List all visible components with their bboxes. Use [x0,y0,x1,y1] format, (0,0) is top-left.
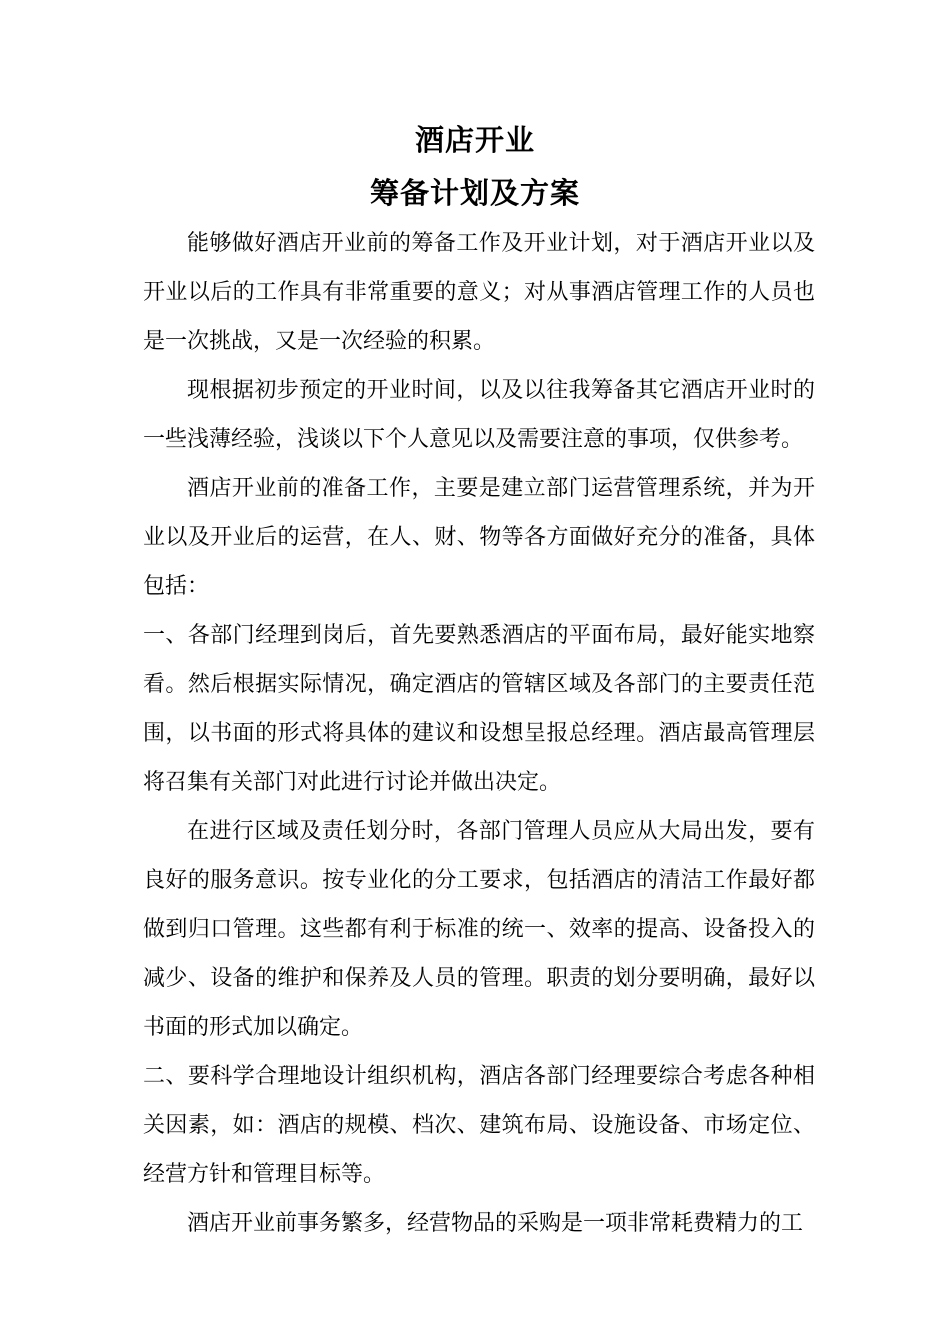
paragraph: 在进行区域及责任划分时，各部门管理人员应从大局出发，要有良好的服务意识。按专业化的分工要求，包括酒店的清洁工作最好都做到归口管理。这些都有利于标准的统一、效率的提高、设备投入的减少、设备的维护和保养及人员的管理。职责的划分要明确，最好以书面的形式加以确定。 [143,819,815,1040]
paragraph-numbered-one: 一、各部门经理到岗后，首先要熟悉酒店的平面布局，最好能实地察看。然后根据实际情况，确定酒店的管辖区域及各部门的主要责任范围，以书面的形式将具体的建议和设想呈报总经理。酒店最高管理层将召集有关部门对此进行讨论并做出决定。 [143,623,815,795]
paragraph: 现根据初步预定的开业时间，以及以往我筹备其它酒店开业时的一些浅薄经验，浅谈以下个人意见以及需要注意的事项，仅供参考。 [143,378,815,452]
document-body [143,219,815,1248]
paragraph: 酒店开业前的准备工作，主要是建立部门运营管理系统，并为开业以及开业后的运营，在人、财、物等各方面做好充分的准备，具体包括： [143,476,815,599]
paragraph: 能够做好酒店开业前的筹备工作及开业计划，对于酒店开业以及开业以后的工作具有非常重要的意义；对从事酒店管理工作的人员也是一次挑战，又是一次经验的积累。 [143,231,815,354]
document-subtitle: 筹备计划及方案 [369,176,580,210]
paragraph-numbered-two: 二、要科学合理地设计组织机构，酒店各部门经理要综合考虑各种相关因素，如：酒店的规模、档次、建筑布局、设施设备、市场定位、经营方针和管理目标等。 [143,1064,815,1187]
document-title: 酒店开业 [414,123,535,157]
paragraph: 酒店开业前事务繁多，经营物品的采购是一项非常耗费精力的工 [187,1211,804,1236]
